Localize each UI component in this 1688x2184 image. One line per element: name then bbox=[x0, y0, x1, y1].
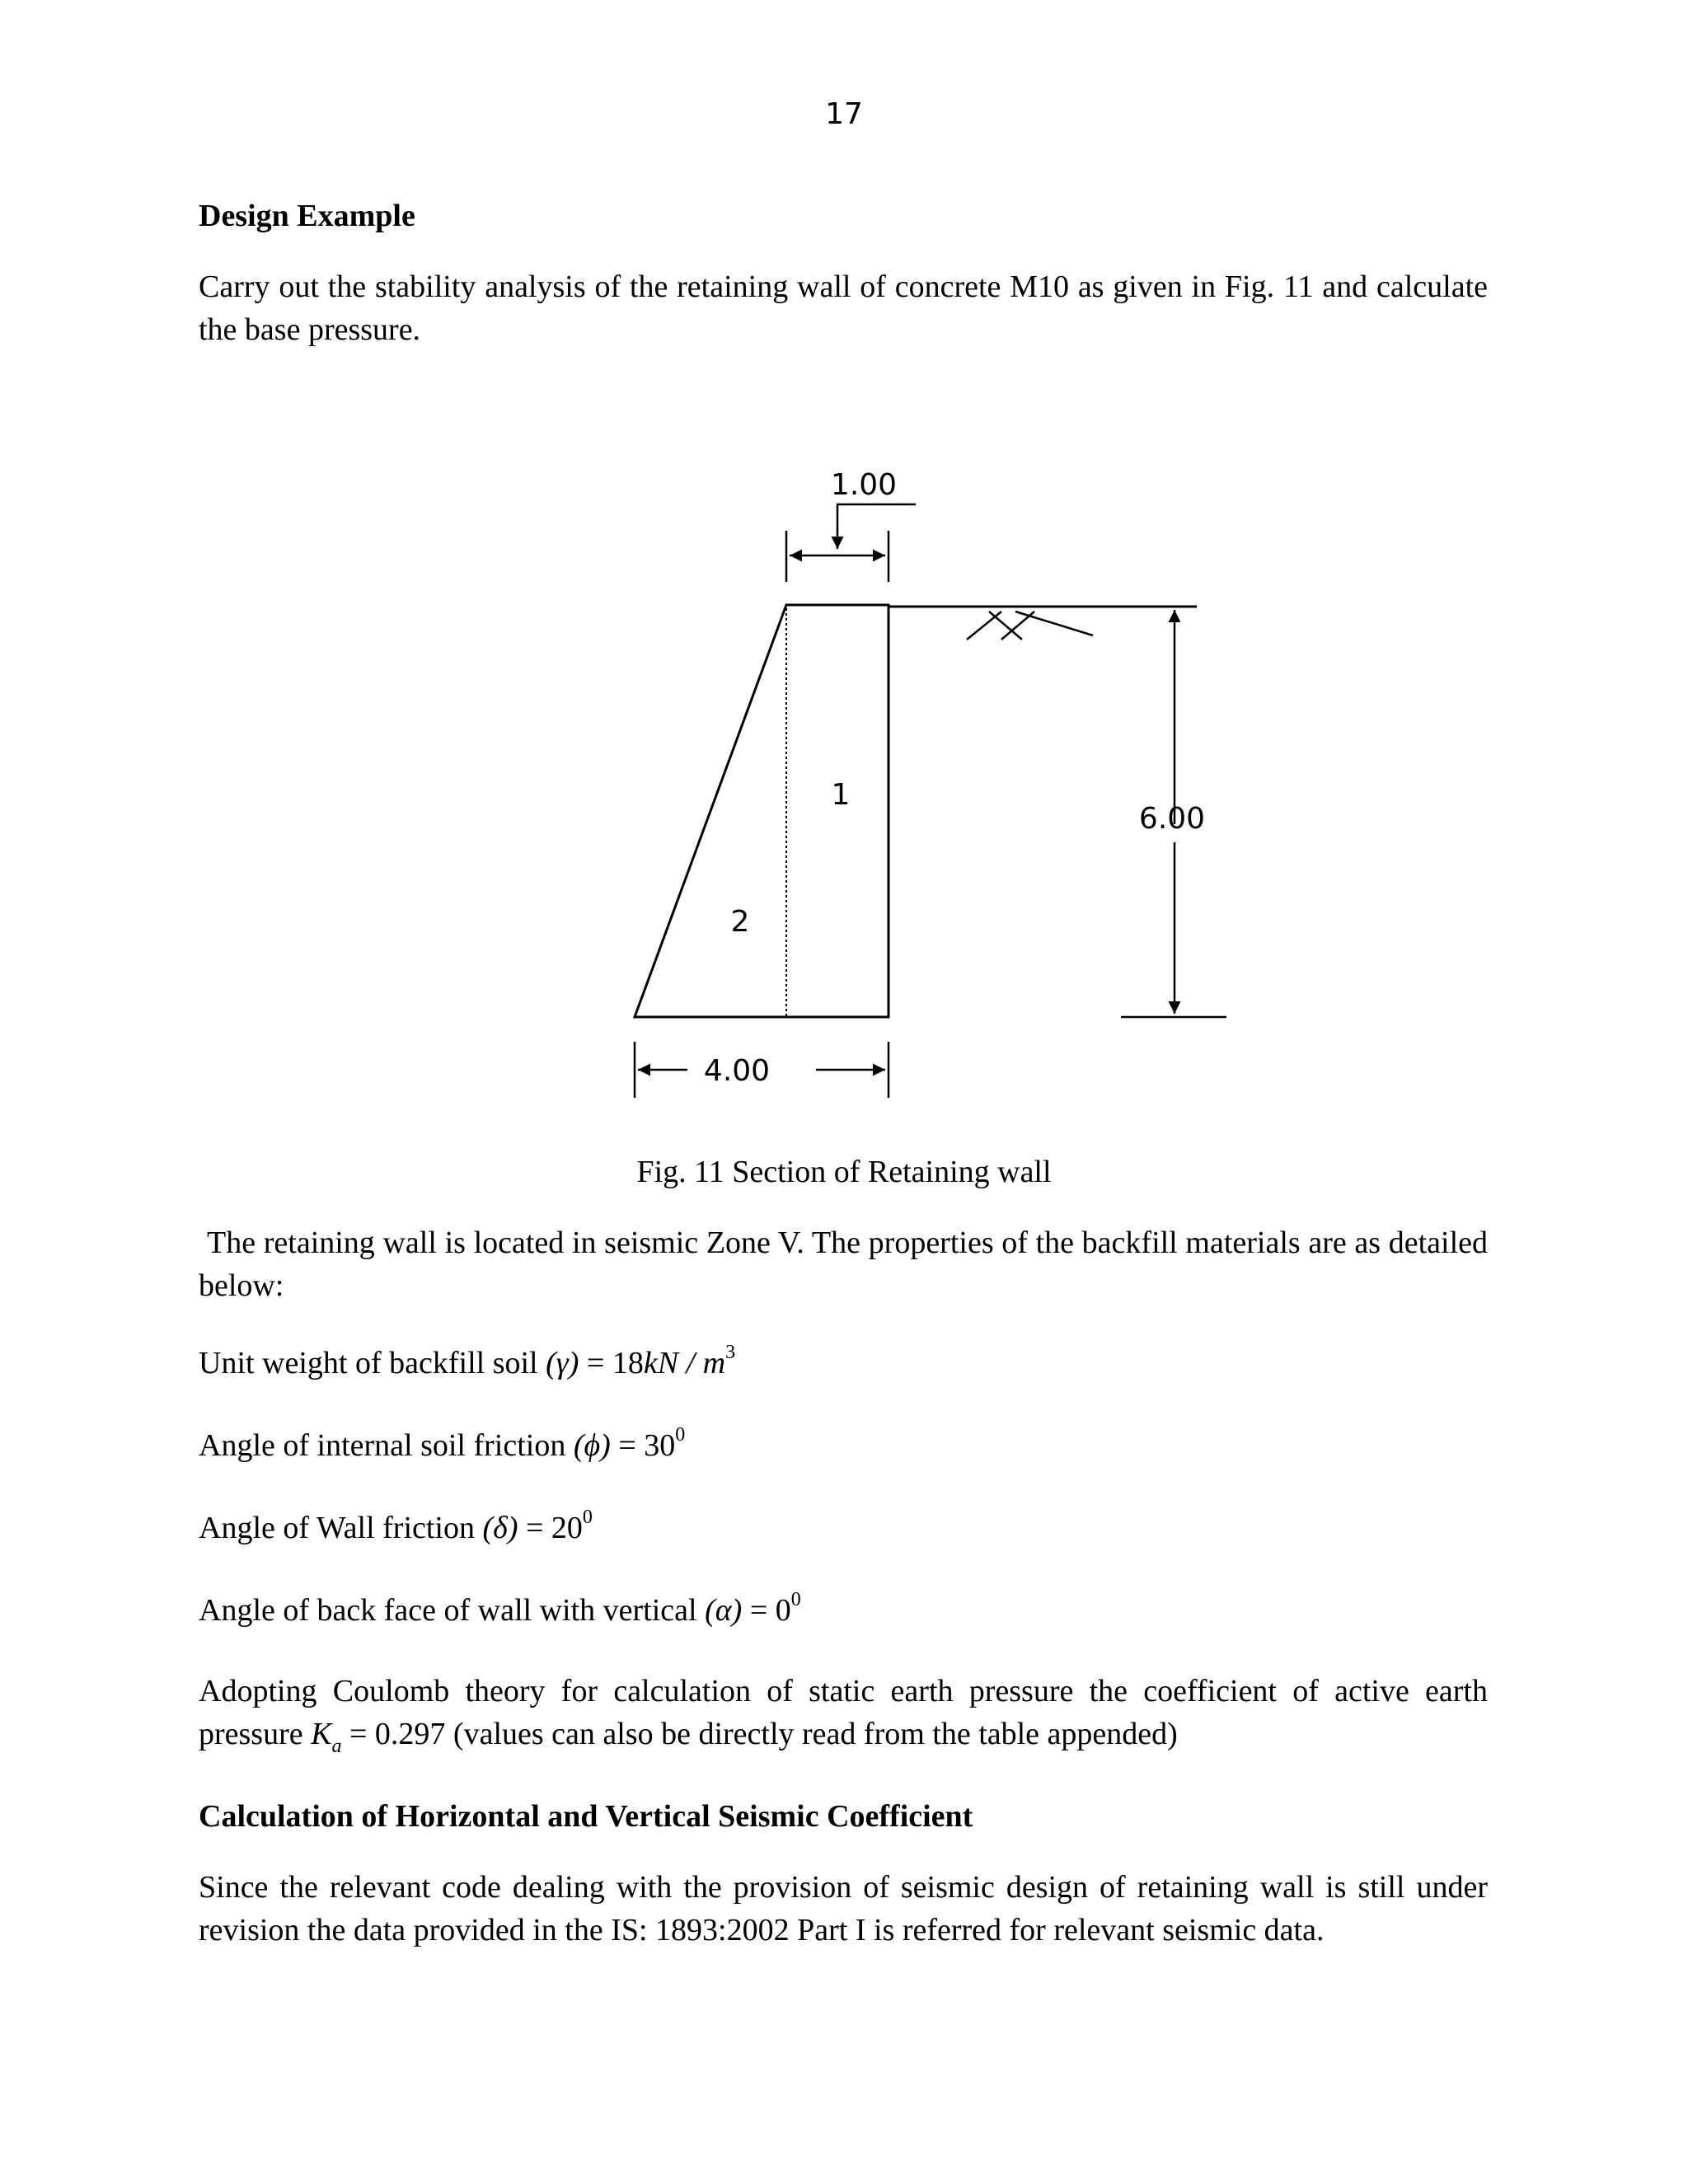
property-internal-friction: Angle of internal soil friction $(\phi) = 30^0$ bbox=[199, 1424, 686, 1463]
ground-hatch-icon bbox=[967, 612, 1093, 640]
seismic-coefficient-heading: Calculation of Horizontal and Vertical Seismic Coefficient bbox=[199, 1799, 973, 1834]
property-back-face-angle: Angle of back face of wall with vertical $(\alpha) = 0^0$ bbox=[199, 1589, 801, 1628]
seismic-paragraph: The retaining wall is located in seismic Zone V. The properties of the backfill materials are as detailed below: bbox=[199, 1226, 1488, 1303]
intro-paragraph: Carry out the stability analysis of the retaining wall of concrete M10 as given in Fig. 11 and calculate the base pressure. bbox=[199, 269, 1488, 347]
figure-caption: Fig. 11 Section of Retaining wall bbox=[636, 1155, 1052, 1189]
coulomb-paragraph: Adopting Coulomb theory for calculation of static earth pressure the coefficient of active earth pressure $K_a = 0.297$ (values can also be directly read from the table appended) bbox=[199, 1674, 1488, 1757]
top-width-label: 1.00 bbox=[830, 468, 898, 502]
height-label: 6.00 bbox=[1138, 802, 1206, 836]
part-1-label: 1 bbox=[831, 778, 851, 812]
part-2-label: 2 bbox=[730, 905, 750, 939]
top-width-leader bbox=[837, 504, 916, 549]
page-number: 17 bbox=[825, 97, 863, 131]
design-example-heading: Design Example bbox=[199, 199, 415, 233]
wall-outline bbox=[635, 605, 889, 1017]
property-wall-friction: Angle of Wall friction $(\delta) = 20^0$ bbox=[199, 1507, 593, 1545]
retaining-wall-figure bbox=[0, 445, 1688, 1129]
final-paragraph: Since the relevant code dealing with the provision of seismic design of retaining wall is still under revision the data provided in the IS: 1893:2002 Part I is referred for relevant seismic data. bbox=[199, 1870, 1488, 1947]
base-width-label: 4.00 bbox=[703, 1054, 771, 1088]
property-unit-weight: Unit weight of backfill soil $(\gamma) = 18kN / m^3$ bbox=[199, 1342, 736, 1380]
